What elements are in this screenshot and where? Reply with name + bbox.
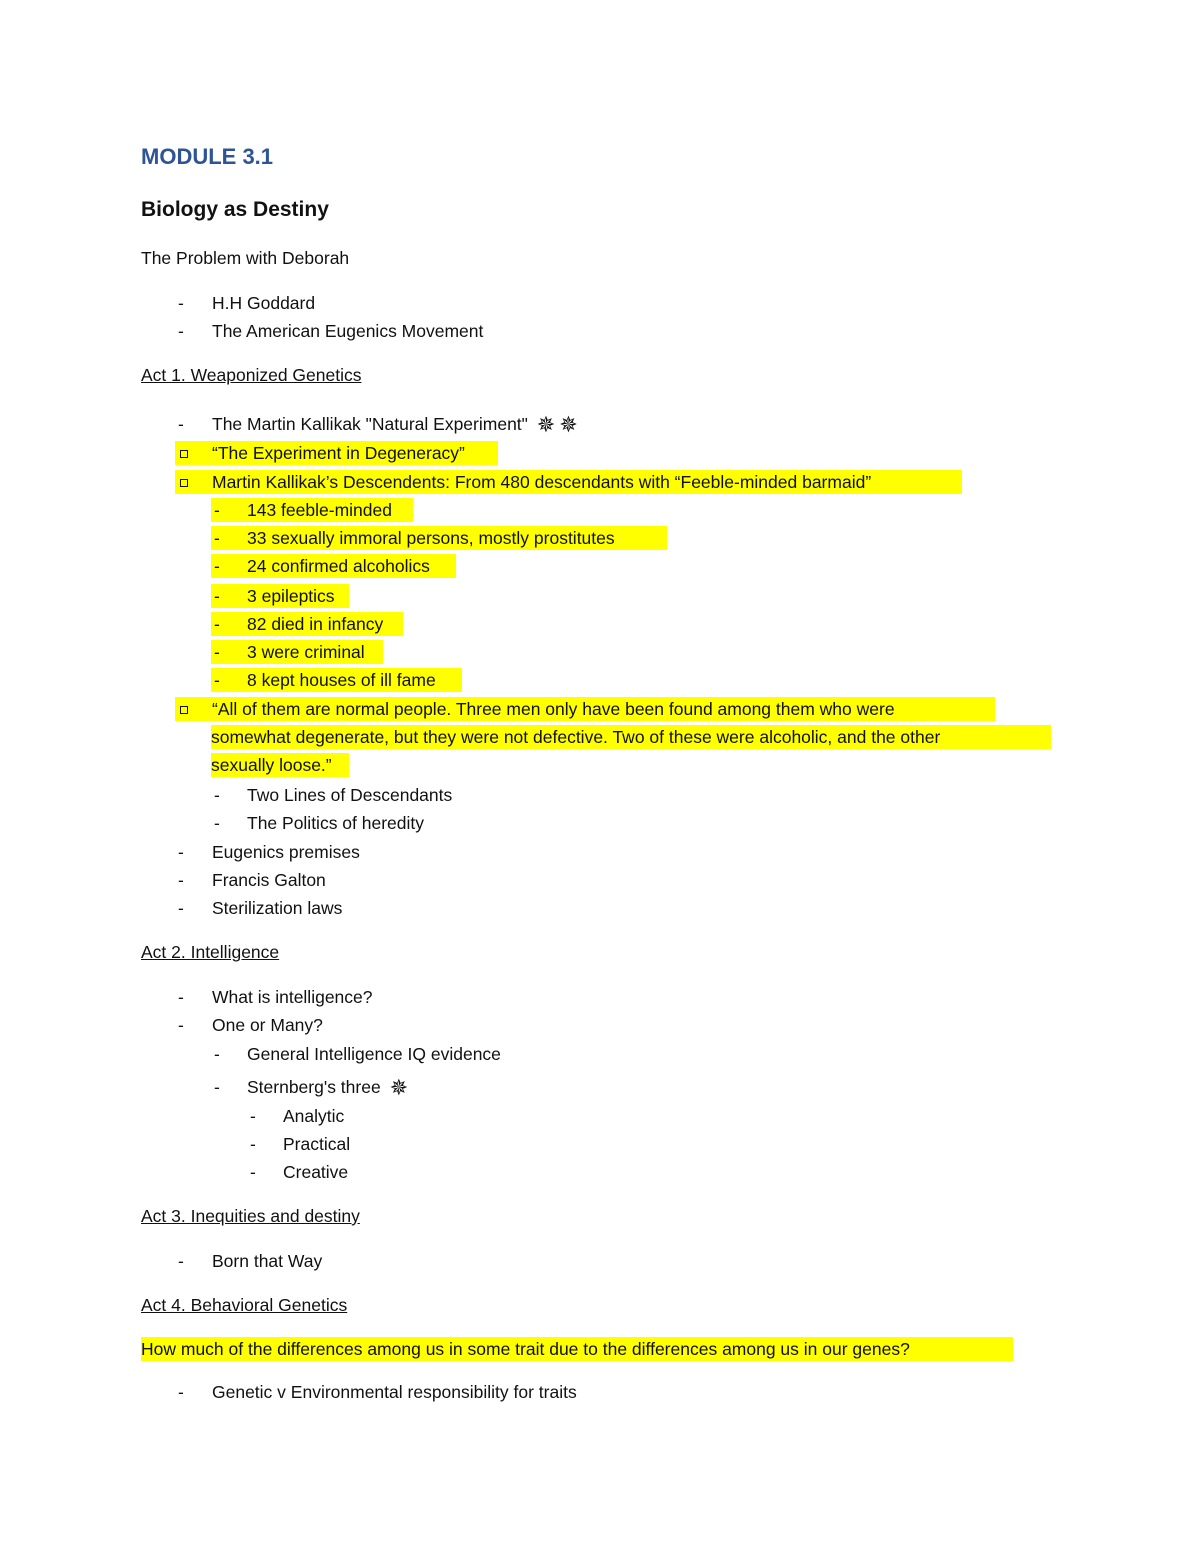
section-heading: Biology as Destiny bbox=[141, 198, 329, 221]
dash-bullet: - bbox=[178, 414, 184, 434]
stat-item bbox=[211, 584, 349, 608]
dash-bullet: - bbox=[214, 614, 220, 634]
stat-text: 82 died in infancy bbox=[247, 614, 384, 634]
burst-icon: ✵ bbox=[536, 412, 556, 438]
dash-bullet: - bbox=[178, 293, 184, 313]
list-item: H.H Goddard bbox=[212, 293, 316, 313]
list-item bbox=[247, 1075, 408, 1099]
square-bullet-icon bbox=[180, 479, 188, 487]
list-item: The Politics of heredity bbox=[247, 813, 425, 833]
dash-bullet: - bbox=[178, 987, 184, 1007]
list-item: Born that Way bbox=[212, 1251, 323, 1271]
stat-text: 3 epileptics bbox=[247, 586, 335, 606]
list-item-text: Martin Kallikak’s Descendents: From 480 descendants with “Feeble-minded barmaid” bbox=[212, 472, 872, 492]
list-item: What is intelligence? bbox=[212, 987, 373, 1007]
stat-text: 3 were criminal bbox=[247, 642, 365, 662]
stat-item bbox=[211, 640, 383, 664]
stat-text: 24 confirmed alcoholics bbox=[247, 556, 430, 576]
stat-item bbox=[211, 498, 413, 522]
dash-bullet: - bbox=[178, 1382, 184, 1402]
stat-item bbox=[211, 526, 667, 550]
stat-item bbox=[211, 612, 403, 636]
dash-bullet: - bbox=[178, 1015, 184, 1035]
list-item: Genetic v Environmental responsibility for traits bbox=[212, 1382, 577, 1402]
highlighted-quote bbox=[175, 697, 995, 721]
list-item: Practical bbox=[283, 1134, 351, 1154]
highlighted-item bbox=[175, 470, 962, 494]
quote-line: sexually loose.” bbox=[211, 753, 349, 777]
dash-bullet: - bbox=[250, 1106, 256, 1126]
act2-heading: Act 2. Intelligence bbox=[141, 942, 280, 962]
list-item: Sterilization laws bbox=[212, 898, 343, 918]
dash-bullet: - bbox=[250, 1162, 256, 1182]
act1-heading: Act 1. Weaponized Genetics bbox=[141, 365, 362, 385]
stat-text: 8 kept houses of ill fame bbox=[247, 670, 436, 690]
subtitle: The Problem with Deborah bbox=[141, 248, 350, 268]
dash-bullet: - bbox=[214, 1044, 220, 1064]
dash-bullet: - bbox=[250, 1134, 256, 1154]
list-item: Analytic bbox=[283, 1106, 345, 1126]
dash-bullet: - bbox=[214, 785, 220, 805]
dash-bullet: - bbox=[214, 556, 220, 576]
square-bullet-icon bbox=[180, 706, 188, 714]
burst-icon: ✵ bbox=[559, 412, 578, 438]
square-bullet-icon bbox=[180, 450, 188, 458]
list-item bbox=[212, 412, 578, 436]
list-item: Two Lines of Descendants bbox=[247, 785, 453, 805]
list-item: Francis Galton bbox=[212, 870, 326, 890]
list-item-text: “The Experiment in Degeneracy” bbox=[212, 443, 465, 463]
dash-bullet: - bbox=[214, 642, 220, 662]
dash-bullet: - bbox=[214, 670, 220, 690]
dash-bullet: - bbox=[214, 500, 220, 520]
highlighted-item bbox=[175, 441, 498, 465]
dash-bullet: - bbox=[178, 842, 184, 862]
list-item-text: Sternberg's three bbox=[247, 1077, 381, 1097]
quote-line: somewhat degenerate, but they were not defective. Two of these were alcoholic, and the other bbox=[211, 725, 1051, 749]
dash-bullet: - bbox=[178, 1251, 184, 1271]
stat-item bbox=[211, 668, 462, 692]
dash-bullet: - bbox=[214, 1077, 220, 1097]
stat-text: 33 sexually immoral persons, mostly prostitutes bbox=[247, 528, 615, 548]
act3-heading: Act 3. Inequities and destiny bbox=[141, 1206, 360, 1226]
stat-text: 143 feeble-minded bbox=[247, 500, 392, 520]
dash-bullet: - bbox=[178, 898, 184, 918]
quote-line: “All of them are normal people. Three men only have been found among them who were bbox=[212, 699, 895, 719]
burst-icon: ✵ bbox=[389, 1075, 409, 1101]
module-title: MODULE 3.1 bbox=[141, 144, 274, 169]
list-item-text: The Martin Kallikak "Natural Experiment" bbox=[212, 414, 528, 434]
act4-heading: Act 4. Behavioral Genetics bbox=[141, 1295, 348, 1315]
dash-bullet: - bbox=[178, 870, 184, 890]
dash-bullet: - bbox=[214, 528, 220, 548]
stat-item bbox=[211, 554, 456, 578]
list-item: General Intelligence IQ evidence bbox=[247, 1044, 501, 1064]
dash-bullet: - bbox=[214, 586, 220, 606]
dash-bullet: - bbox=[214, 813, 220, 833]
list-item: Creative bbox=[283, 1162, 349, 1182]
list-item: One or Many? bbox=[212, 1015, 323, 1035]
dash-bullet: - bbox=[178, 321, 184, 341]
list-item: The American Eugenics Movement bbox=[212, 321, 484, 341]
highlighted-question: How much of the differences among us in some trait due to the differences among us in our genes? bbox=[141, 1337, 1013, 1361]
list-item: Eugenics premises bbox=[212, 842, 360, 862]
